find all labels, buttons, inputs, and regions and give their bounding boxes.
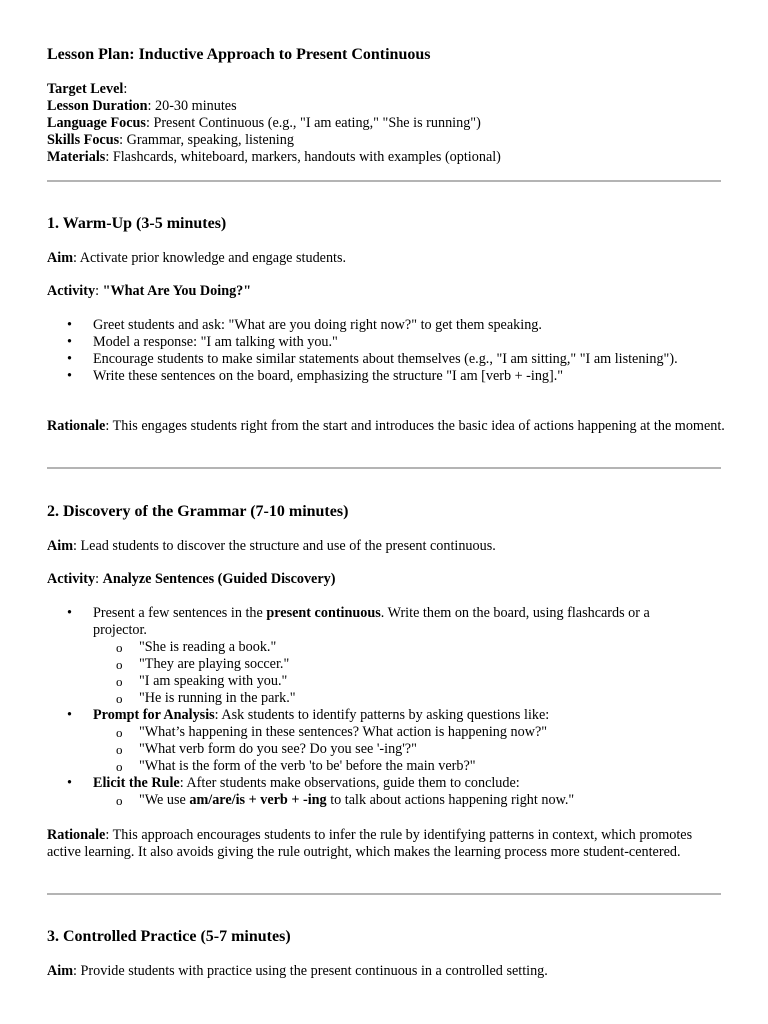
section2-bullet-list — [47, 605, 727, 809]
meta-skills-focus: Skills Focus: Grammar, speaking, listening — [47, 132, 294, 148]
divider — [47, 893, 721, 895]
meta-materials: Materials: Flashcards, whiteboard, markers, handouts with examples (optional) — [47, 149, 501, 165]
list-item: o "We use am/are/is + verb + -ing to talk about actions happening right now." — [93, 792, 727, 809]
section1-bullet-list — [47, 317, 727, 385]
section2-activity: Activity: Analyze Sentences (Guided Discovery) — [47, 571, 336, 587]
section-heading-discovery: 2. Discovery of the Grammar (7-10 minutes) — [47, 503, 349, 520]
example-sentence-list — [93, 639, 727, 707]
lesson-meta — [47, 81, 727, 166]
list-item: o "They are playing soccer." — [93, 656, 727, 673]
section1-rationale: Rationale: This engages students right from the start and introduces the basic idea of actions happening at the moment. — [47, 418, 725, 434]
meta-language-focus: Language Focus: Present Continuous (e.g., "I am eating," "She is running") — [47, 115, 481, 131]
list-item: • Elicit the Rule: After students make observations, guide them to conclude: o "We use am/are/is + verb + -ing to talk about actions happening right now." — [47, 775, 727, 809]
section1-aim: Aim: Activate prior knowledge and engage students. — [47, 250, 347, 266]
list-item: • Prompt for Analysis: Ask students to identify patterns by asking questions like: o "What’s happening in these sentences? What action is happening now?" o "What verb form do you see? Do you see '-ing'?" o "What is the form of the verb 'to be' before the main verb?" — [47, 707, 727, 775]
section-heading-warm-up: 1. Warm-Up (3-5 minutes) — [47, 215, 227, 232]
list-item: • Present a few sentences in the present continuous. Write them on the board, using flashcards or a projector. o "She is reading a book." o "They are playing soccer." o "I am speaking with you." o "He is running in the park." — [47, 605, 727, 707]
list-item: o "I am speaking with you." — [93, 673, 727, 690]
list-item: o "What’s happening in these sentences? What action is happening now?" — [93, 724, 727, 741]
meta-duration: Lesson Duration: 20-30 minutes — [47, 98, 237, 114]
section-heading-controlled-practice: 3. Controlled Practice (5-7 minutes) — [47, 928, 291, 945]
list-item: • Write these sentences on the board, emphasizing the structure "I am [verb + -ing]." — [47, 368, 727, 385]
divider — [47, 467, 721, 469]
rule-list — [93, 792, 727, 809]
meta-target-level: Target Level: — [47, 81, 128, 97]
list-item: o "What is the form of the verb 'to be' before the main verb?" — [93, 758, 727, 775]
divider — [47, 180, 721, 182]
list-item: o "He is running in the park." — [93, 690, 727, 707]
list-item: • Greet students and ask: "What are you doing right now?" to get them speaking. — [47, 317, 727, 334]
list-item: • Encourage students to make similar statements about themselves (e.g., "I am sitting," "I am listening"). — [47, 351, 727, 368]
section3-aim: Aim: Provide students with practice using the present continuous in a controlled setting. — [47, 963, 548, 979]
section1-activity: Activity: "What Are You Doing?" — [47, 283, 252, 299]
analysis-question-list — [93, 724, 727, 775]
page-title: Lesson Plan: Inductive Approach to Present Continuous — [47, 46, 431, 63]
list-item: o "She is reading a book." — [93, 639, 727, 656]
list-item: • Model a response: "I am talking with you." — [47, 334, 727, 351]
section2-rationale: Rationale: This approach encourages students to infer the rule by identifying patterns in context, which promotes active learning. It also avoids giving the rule outright, which makes the learning process more student-centered. — [47, 827, 693, 860]
section2-aim: Aim: Lead students to discover the structure and use of the present continuous. — [47, 538, 496, 554]
list-item: o "What verb form do you see? Do you see '-ing'?" — [93, 741, 727, 758]
